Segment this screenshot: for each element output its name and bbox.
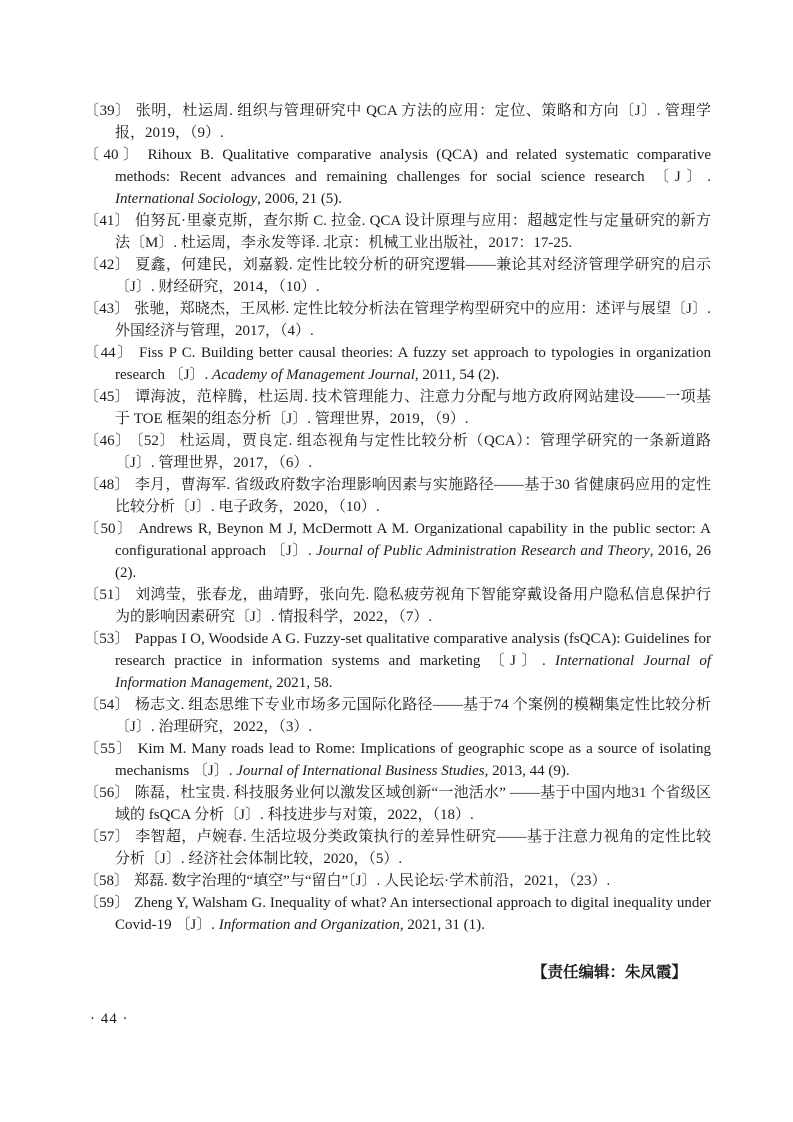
reference-list [84,100,711,936]
reference-text: Rihoux B. Qualitative comparative analysis (QCA) and related systematic comparative methods: Recent advances and remaining challenges for social science research 〔J〕. International Sociology, 2006, 21 (5). [115,147,711,207]
reference-text: Kim M. Many roads lead to Rome: Implications of geographic scope as a source of isolating mechanisms 〔J〕. Journal of International Business Studies, 2013, 44 (9). [115,741,711,779]
reference-number: 〔50〕 [84,521,134,537]
reference-number: 〔43〕 [84,301,130,317]
reference-number: 〔58〕 [84,873,130,889]
reference-item [84,210,711,254]
reference-text: Pappas I O, Woodside A G. Fuzzy-set qualitative comparative analysis (fsQCA): Guidelines for research practice in information systems and marketing 〔J〕. International Journal of Information Management, 2021, 58. [115,631,711,691]
reference-number: 〔59〕 [84,895,130,911]
reference-item [84,342,711,386]
reference-text: Zheng Y, Walsham G. Inequality of what? An intersectional approach to digital inequality under Covid-19 〔J〕. Information and Organization, 2021, 31 (1). [115,895,711,933]
reference-item [84,386,711,430]
reference-text: 伯努瓦·里豪克斯，查尔斯 C. 拉金. QCA 设计原理与应用：超越定性与定量研究的新方法〔M〕. 杜运周，李永发等译. 北京：机械工业出版社，2017：17-25. [115,213,711,251]
reference-text: 李月，曹海军. 省级政府数字治理影响因素与实施路径——基于30 省健康码应用的定性比较分析〔J〕. 电子政务，2020，（10）. [115,477,711,515]
reference-item [84,826,711,870]
reference-text: 〔52〕 杜运周，贾良定. 组态视角与定性比较分析（QCA）：管理学研究的一条新道路〔J〕. 管理世界，2017，（6）. [115,433,711,471]
reference-number: 〔48〕 [84,477,130,493]
reference-text: 张驰，郑晓杰，王凤彬. 定性比较分析法在管理学构型研究中的应用：述评与展望〔J〕. 外国经济与管理，2017，（4）. [115,301,711,339]
reference-number: 〔39〕 [84,103,131,119]
reference-number: 〔41〕 [84,213,131,229]
reference-item [84,628,711,694]
reference-number: 〔51〕 [84,587,131,603]
reference-number: 〔40〕 [84,147,143,163]
reference-number: 〔45〕 [84,389,131,405]
reference-text: 张明，杜运周. 组织与管理研究中 QCA 方法的应用：定位、策略和方向〔J〕. 管理学报，2019，（9）. [115,103,711,141]
reference-number: 〔56〕 [84,785,130,801]
reference-item [84,254,711,298]
page-number: · 44 · [90,1011,129,1027]
editor-note: 【责任编辑：朱凤霞】 [531,964,687,981]
reference-item [84,430,711,474]
reference-text: Andrews R, Beynon M J, McDermott A M. Organizational capability in the public sector: A configurational approach 〔J〕. Journal of Public Administration Research and Theory, 2016, 26 (2). [115,521,711,581]
reference-item [84,892,711,936]
reference-number: 〔46〕 [84,433,131,449]
reference-number: 〔44〕 [84,345,134,361]
reference-item [84,870,711,892]
reference-text: 刘鸿莹，张春龙，曲靖野，张向先. 隐私疲劳视角下智能穿戴设备用户隐私信息保护行为的影响因素研究〔J〕. 情报科学，2022，（7）. [115,587,711,625]
reference-item [84,474,711,518]
reference-item [84,738,711,782]
reference-item [84,518,711,584]
reference-item [84,584,711,628]
reference-text: 谭海波，范梓腾，杜运周. 技术管理能力、注意力分配与地方政府网站建设——一项基于 TOE 框架的组态分析〔J〕. 管理世界，2019，（9）. [115,389,711,427]
reference-item [84,144,711,210]
reference-text: Fiss P C. Building better causal theories: A fuzzy set approach to typologies in organization research 〔J〕. Academy of Management Journal, 2011, 54 (2). [115,345,711,383]
reference-number: 〔54〕 [84,697,130,713]
reference-text: 夏鑫，何建民，刘嘉毅. 定性比较分析的研究逻辑——兼论其对经济管理学研究的启示〔J〕. 财经研究，2014，（10）. [115,257,711,295]
reference-number: 〔57〕 [84,829,131,845]
reference-number: 〔53〕 [84,631,130,647]
reference-text: 李智超，卢婉春. 生活垃圾分类政策执行的差异性研究——基于注意力视角的定性比较分析〔J〕. 经济社会体制比较，2020，（5）. [115,829,711,867]
reference-item [84,694,711,738]
reference-text: 陈磊，杜宝贵. 科技服务业何以激发区域创新“一池活水” ——基于中国内地31 个省级区域的 fsQCA 分析〔J〕. 科技进步与对策，2022，（18）. [115,785,711,823]
references-section [84,100,711,984]
reference-number: 〔55〕 [84,741,133,757]
reference-number: 〔42〕 [84,257,131,273]
reference-item [84,298,711,342]
reference-item [84,782,711,826]
reference-text: 郑磊. 数字治理的“填空”与“留白”〔J〕. 人民论坛·学术前沿，2021，（23）. [134,873,611,889]
reference-item [84,100,711,144]
reference-text: 杨志文. 组态思维下专业市场多元国际化路径——基于74 个案例的模糊集定性比较分析〔J〕. 治理研究，2022，（3）. [115,697,711,735]
